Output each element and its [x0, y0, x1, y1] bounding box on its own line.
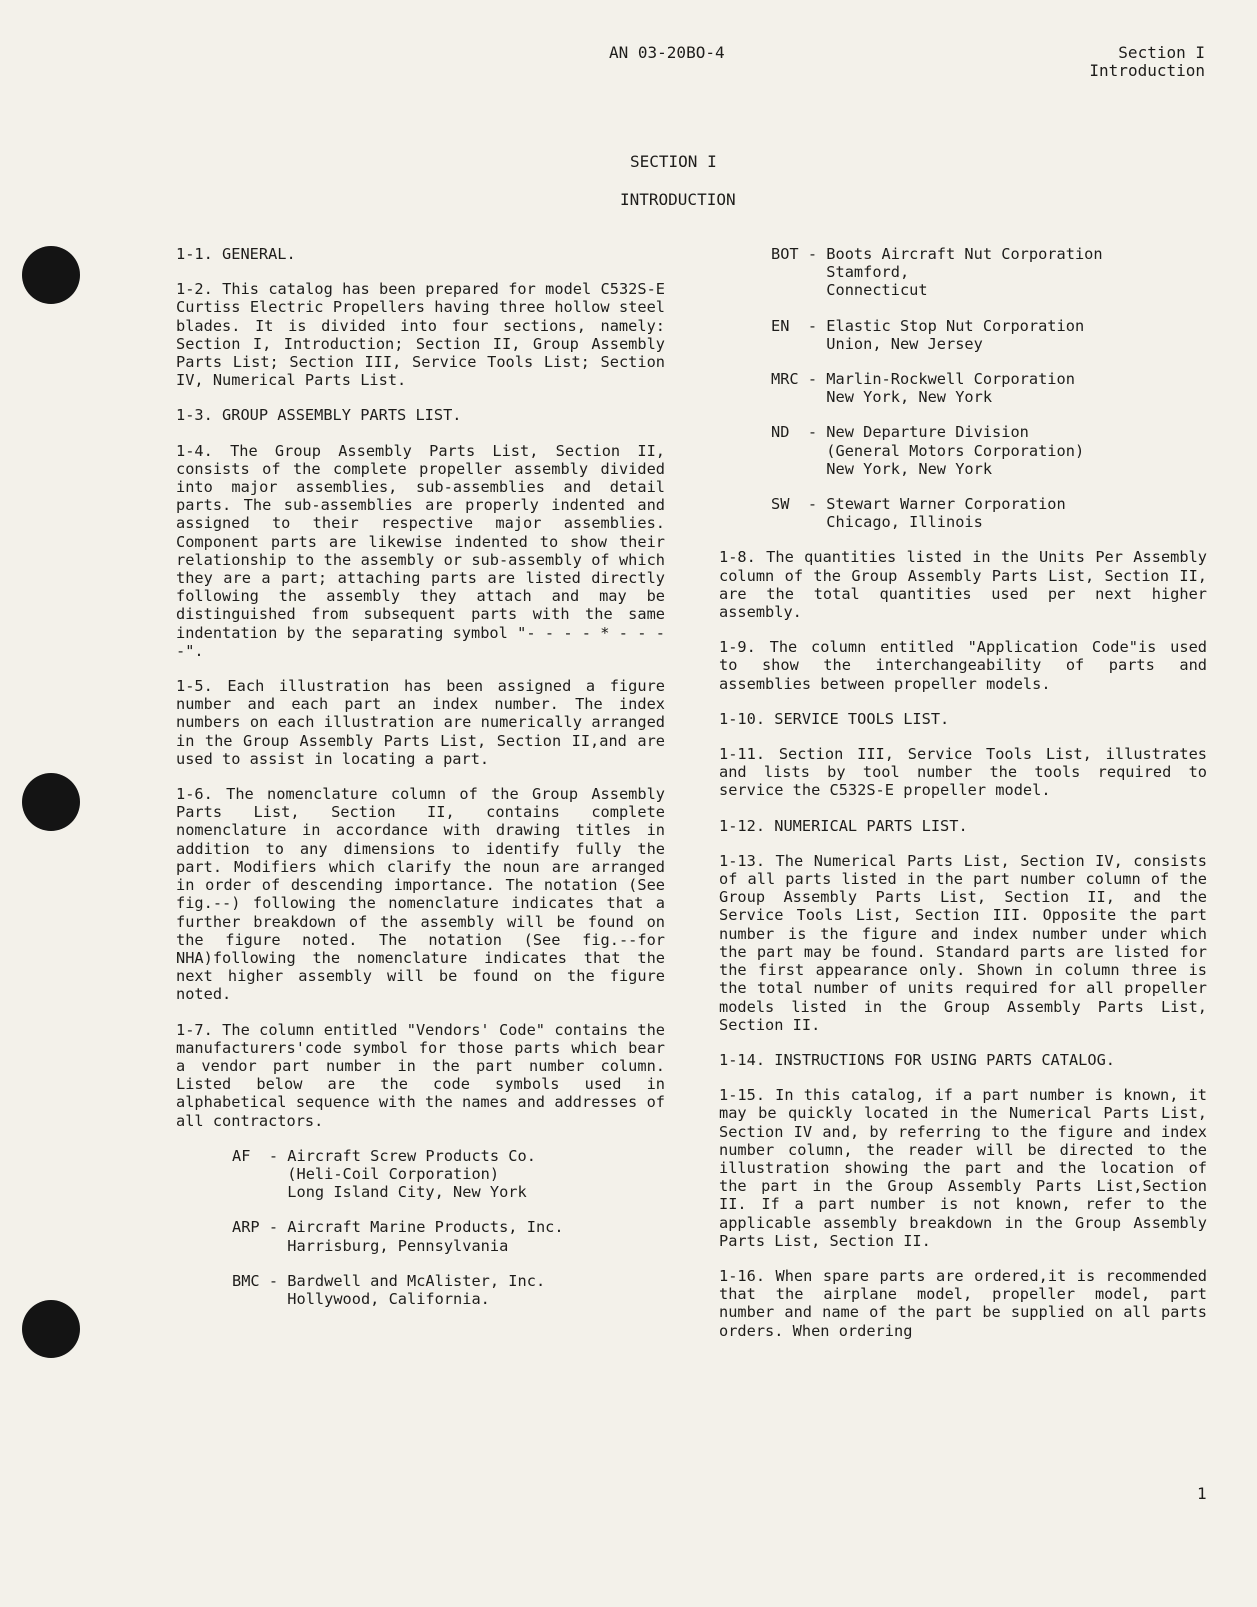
- vendor-code: EN: [771, 316, 799, 335]
- vendor-line: New York, New York: [826, 459, 993, 478]
- paragraph-1-5: 1-5. Each illustration has been assigned a figure number and each part an index number. The index numbers on each illustration are numerically arranged in the Group Assembly Parts List, Section II,and are used to assist in locating a part.: [176, 677, 665, 768]
- running-header-topic: Introduction: [1089, 61, 1205, 80]
- paragraph-1-7: 1-7. The column entitled "Vendors' Code" contains the manufacturers'code symbol for those parts which bear a vendor part number in the part number column. Listed below are the code symbols used in alphabetical sequence with the names and addresses of all contractors.: [176, 1020, 665, 1130]
- section-title: SECTION I: [630, 152, 717, 171]
- document-number: AN 03-20BO-4: [609, 43, 725, 62]
- binder-hole-middle: [22, 773, 80, 831]
- vendor-code: AF: [232, 1146, 260, 1165]
- vendor-line: Chicago, Illinois: [826, 513, 983, 532]
- vendor-entry: ND - New Departure Division (General Motors Corporation) New York, New York: [771, 423, 1085, 478]
- paragraph-1-9: 1-9. The column entitled "Application Code"is used to show the interchangeability of parts and assemblies between propeller models.: [719, 638, 1207, 693]
- paragraph-1-1: 1-1. GENERAL.: [176, 245, 296, 263]
- paragraph-1-11: 1-11. Section III, Service Tools List, illustrates and lists by tool number the tools required to service the C532S-E propeller model.: [719, 745, 1207, 800]
- vendor-code: ND: [771, 423, 799, 442]
- page-number: 1: [1197, 1484, 1207, 1503]
- paragraph-1-3: 1-3. GROUP ASSEMBLY PARTS LIST.: [176, 406, 462, 425]
- vendor-line: Hollywood, California.: [287, 1289, 490, 1308]
- vendor-entry: MRC - Marlin-Rockwell Corporation New York, New York: [771, 370, 1075, 407]
- vendor-line: New Departure Division: [826, 423, 1029, 442]
- paragraph-1-10: 1-10. SERVICE TOOLS LIST.: [719, 709, 950, 728]
- vendor-line: Elastic Stop Nut Corporation: [826, 316, 1085, 335]
- vendor-line: Aircraft Screw Products Co.: [287, 1146, 536, 1165]
- left-column: [176, 245, 665, 1325]
- vendor-entry: SW - Stewart Warner Corporation Chicago, Illinois: [771, 495, 1066, 532]
- vendor-code: MRC: [771, 370, 799, 389]
- vendor-line: Aircraft Marine Products, Inc.: [287, 1218, 564, 1237]
- vendor-code: BOT: [771, 245, 799, 263]
- running-header: [1089, 44, 1205, 80]
- paragraph-1-15: 1-15. In this catalog, if a part number is known, it may be quickly located in the Numerical Parts List, Section IV and, by referring to the figure and index number column, the reader will be directed to the illustration showing the part and the location of the part in the Group Assembly Parts List,Section II. If a part number is not known, refer to the applicable assembly breakdown in the Group Assembly Parts List, Section II.: [719, 1086, 1207, 1250]
- vendor-list-left: [176, 1147, 665, 1308]
- binder-hole-top: [22, 246, 80, 304]
- vendor-line: Long Island City, New York: [287, 1183, 527, 1202]
- paragraph-1-8: 1-8. The quantities listed in the Units Per Assembly column of the Group Assembly Parts List, Section II, are the total quantities used per next higher assembly.: [719, 548, 1207, 622]
- vendor-line: Stewart Warner Corporation: [826, 495, 1066, 514]
- vendor-code: BMC: [232, 1271, 260, 1290]
- vendor-line: Union, New Jersey: [826, 334, 983, 353]
- binder-hole-bottom: [22, 1300, 80, 1358]
- page-title: INTRODUCTION: [620, 190, 736, 209]
- vendor-entry: BMC - Bardwell and McAlister, Inc. Hollywood, California.: [232, 1271, 546, 1308]
- vendor-line: Harrisburg, Pennsylvania: [287, 1236, 509, 1255]
- paragraph-1-6: 1-6. The nomenclature column of the Group Assembly Parts List, Section II, contains complete nomenclature in accordance with drawing titles in addition to any dimensions to identify fully the part. Modifiers which clarify the noun are arranged in order of descending importance. The notation (See fig.--) following the nomenclature indicates that a further breakdown of the assembly will be found on the figure noted. The notation (See fig.--for NHA)following the nomenclature indicates that the next higher assembly will be found on the figure noted.: [176, 785, 665, 1004]
- vendor-code: SW: [771, 495, 799, 514]
- vendor-line: Stamford,: [826, 263, 910, 282]
- vendor-entry: BOT - Boots Aircraft Nut Corporation Stamford, Connecticut: [771, 245, 1103, 300]
- paragraph-1-16: 1-16. When spare parts are ordered,it is recommended that the airplane model, propeller model, part number and name of the part be supplied on all parts orders. When ordering: [719, 1266, 1207, 1340]
- vendor-entry: EN - Elastic Stop Nut Corporation Union, New Jersey: [771, 316, 1085, 353]
- right-column: [719, 245, 1207, 1357]
- vendor-line: New York, New York: [826, 388, 993, 407]
- paragraph-1-14: 1-14. INSTRUCTIONS FOR USING PARTS CATALOG.: [719, 1050, 1116, 1069]
- paragraph-1-4: 1-4. The Group Assembly Parts List, Section II, consists of the complete propeller assembly divided into major assemblies, sub-assemblies and detail parts. The sub-assemblies are properly indented and assigned to their respective major assemblies. Component parts are likewise indented to show their relationship to the assembly or sub-assembly of which they are a part; attaching parts are listed directly following the assembly they attach and may be distinguished from subsequent parts with the same indentation by the separating symbol "- - - - * - - - -".: [176, 441, 665, 660]
- running-header-section: Section I: [1118, 43, 1205, 62]
- vendor-line: (General Motors Corporation): [826, 441, 1085, 460]
- paragraph-1-2: 1-2. This catalog has been prepared for model C532S-E Curtiss Electric Propellers having three hollow steel blades. It is divided into four sections, namely: Section I, Introduction; Section II, Group Assembly Parts List; Section III, Service Tools List; Section IV, Numerical Parts List.: [176, 280, 665, 390]
- vendor-line: Boots Aircraft Nut Corporation: [826, 245, 1103, 263]
- paragraph-1-13: 1-13. The Numerical Parts List, Section IV, consists of all parts listed in the part number column of the Group Assembly Parts List, Section II, and the Service Tools List, Section III. Opposite the part number is the figure and index number under which the part may be found. Standard parts are listed for the first appearance only. Shown in column three is the total number of units required for all propeller models listed in the Group Assembly Parts List, Section II.: [719, 851, 1207, 1034]
- vendor-code: ARP: [232, 1218, 260, 1237]
- vendor-line: Marlin-Rockwell Corporation: [826, 370, 1075, 389]
- vendor-line: (Heli-Coil Corporation): [287, 1164, 500, 1183]
- vendor-entry: AF - Aircraft Screw Products Co. (Heli-Coil Corporation) Long Island City, New York: [232, 1146, 536, 1202]
- vendor-list-right: [719, 245, 1207, 531]
- vendor-entry: ARP - Aircraft Marine Products, Inc. Harrisburg, Pennsylvania: [232, 1218, 564, 1255]
- paragraph-1-12: 1-12. NUMERICAL PARTS LIST.: [719, 816, 968, 835]
- vendor-line: Bardwell and McAlister, Inc.: [287, 1271, 546, 1290]
- vendor-line: Connecticut: [826, 281, 928, 300]
